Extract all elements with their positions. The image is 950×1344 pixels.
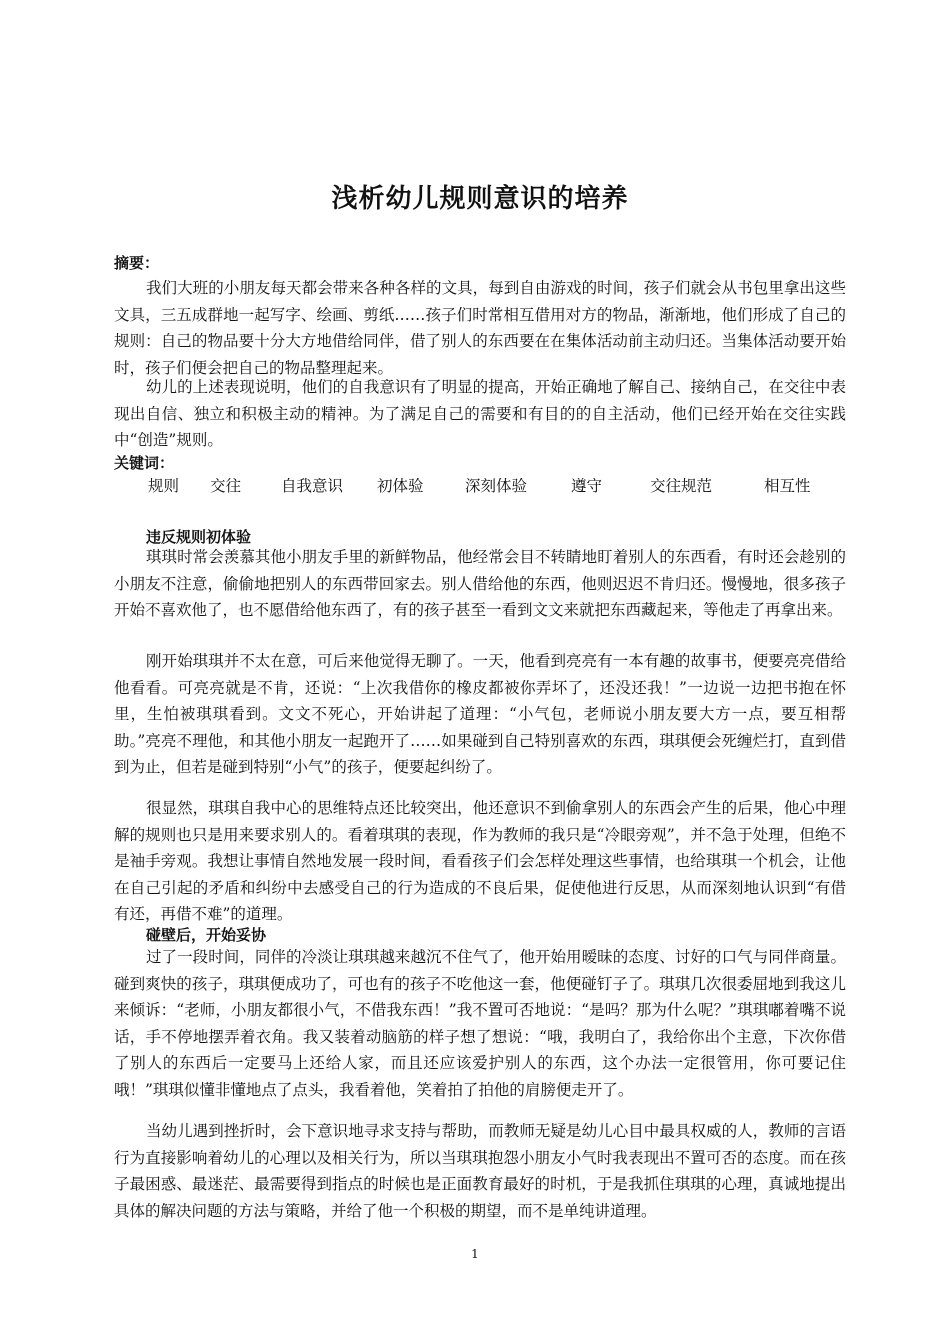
page-number: 1 <box>471 1247 479 1261</box>
document-title: 浅析幼儿规则意识的培养 <box>331 184 629 214</box>
keyword: 规则 <box>148 477 180 495</box>
section-heading: 违反规则初体验 <box>146 528 252 546</box>
keyword: 自我意识 <box>281 477 344 495</box>
keyword: 深刻体验 <box>465 477 528 495</box>
keywords-label: 关键词： <box>114 454 175 472</box>
keyword: 相互性 <box>764 477 811 495</box>
body-paragraph: 很显然，琪琪自我中心的思维特点还比较突出，他还意识不到偷拿别人的东西会产生的后果，他心中理解的规则也只是用来要求别人的。看着琪琪的表现，作为教师的我只是“冷眼旁观”，并不急于处理，但绝不是袖手旁观。我想让事情自然地发展一段时间，看看孩子们会怎样处理这些事情，也给琪琪一个机会，让他在自己引起的矛盾和纠纷中去感受自己的行为造成的不良后果，促使他进行反思，从而深刻地认识到“有借有还，再借不难”的道理。 <box>114 799 846 923</box>
abstract-label: 摘要： <box>114 254 160 272</box>
body-paragraph: 刚开始琪琪并不太在意，可后来他觉得无聊了。一天，他看到亮亮有一本有趣的故事书，便要亮亮借给他看看。可亮亮就是不肯，还说：“上次我借你的橡皮都被你弄坏了，还没还我！”一边说一边把书抱在怀里，生怕被琪琪看到。文文不死心，开始讲起了道理：“小气包，老师说小朋友要大方一点，要互相帮助。”亮亮不理他，和其他小朋友一起跑开了……如果碰到自己特别喜欢的东西，琪琪便会死缠烂打，直到借到为止，但若是碰到特别“小气”的孩子，便要起纠纷了。 <box>114 652 846 776</box>
keyword: 交往 <box>210 477 242 495</box>
keyword: 遵守 <box>571 477 603 495</box>
keyword: 初体验 <box>377 477 424 495</box>
body-paragraph: 过了一段时间，同伴的冷淡让琪琪越来越沉不住气了，他开始用暧昧的态度、讨好的口气与同伴商量。碰到爽快的孩子，琪琪便成功了，可也有的孩子不吃他这一套，他便碰钉子了。琪琪几次很委屈地到我这儿来倾诉：“老师，小朋友都很小气，不借我东西！”我不置可否地说：“是吗？那为什么呢？”琪琪嘟着嘴不说话，手不停地摆弄着衣角。我又装着动脑筋的样子想了想说：“哦，我明白了，我给你出个主意，下次你借了别人的东西后一定要马上还给人家，而且还应该爱护别人的东西，这个办法一定很管用，你可要记住哦！”琪琪似懂非懂地点了点头，我看着他，笑着拍了拍他的肩膀便走开了。 <box>114 948 846 1099</box>
abstract-paragraph: 我们大班的小朋友每天都会带来各种各样的文具，每到自由游戏的时间，孩子们就会从书包里拿出这些文具，三五成群地一起写字、绘画、剪纸……孩子们时常相互借用对方的物品，渐渐地，他们形成了自己的规则：自己的物品要十分大方地借给同伴，借了别人的东西要在在集体活动前主动归还。当集体活动要开始时，孩子们便会把自己的物品整理起来。 <box>114 279 846 377</box>
section-heading: 碰壁后，开始妥协 <box>146 926 267 944</box>
body-paragraph: 当幼儿遇到挫折时，会下意识地寻求支持与帮助，而教师无疑是幼儿心目中最具权威的人，教师的言语行为直接影响着幼儿的心理以及相关行为，所以当琪琪抱怨小朋友小气时我表现出不置可否的态度。而在孩子最困惑、最迷茫、最需要得到指点的时候也是正面教育最好的时机，于是我抓住琪琪的心理，真诚地提出具体的解决问题的方法与策略，并给了他一个积极的期望，而不是单纯讲道理。 <box>114 1122 846 1220</box>
abstract-paragraph: 幼儿的上述表现说明，他们的自我意识有了明显的提高，开始正确地了解自己、接纳自己，在交往中表现出自信、独立和积极主动的精神。为了满足自己的需要和有目的的自主活动，他们已经开始在交往实践中“创造”规则。 <box>114 378 846 449</box>
body-paragraph: 琪琪时常会羡慕其他小朋友手里的新鲜物品，他经常会目不转睛地盯着别人的东西看，有时还会趁别的小朋友不注意，偷偷地把别人的东西带回家去。别人借给他的东西，他则迟迟不肯归还。慢慢地，很多孩子开始不喜欢他了，也不愿借给他东西了，有的孩子甚至一看到文文来就把东西藏起来，等他走了再拿出来。 <box>114 548 846 619</box>
keyword: 交往规范 <box>650 477 713 495</box>
